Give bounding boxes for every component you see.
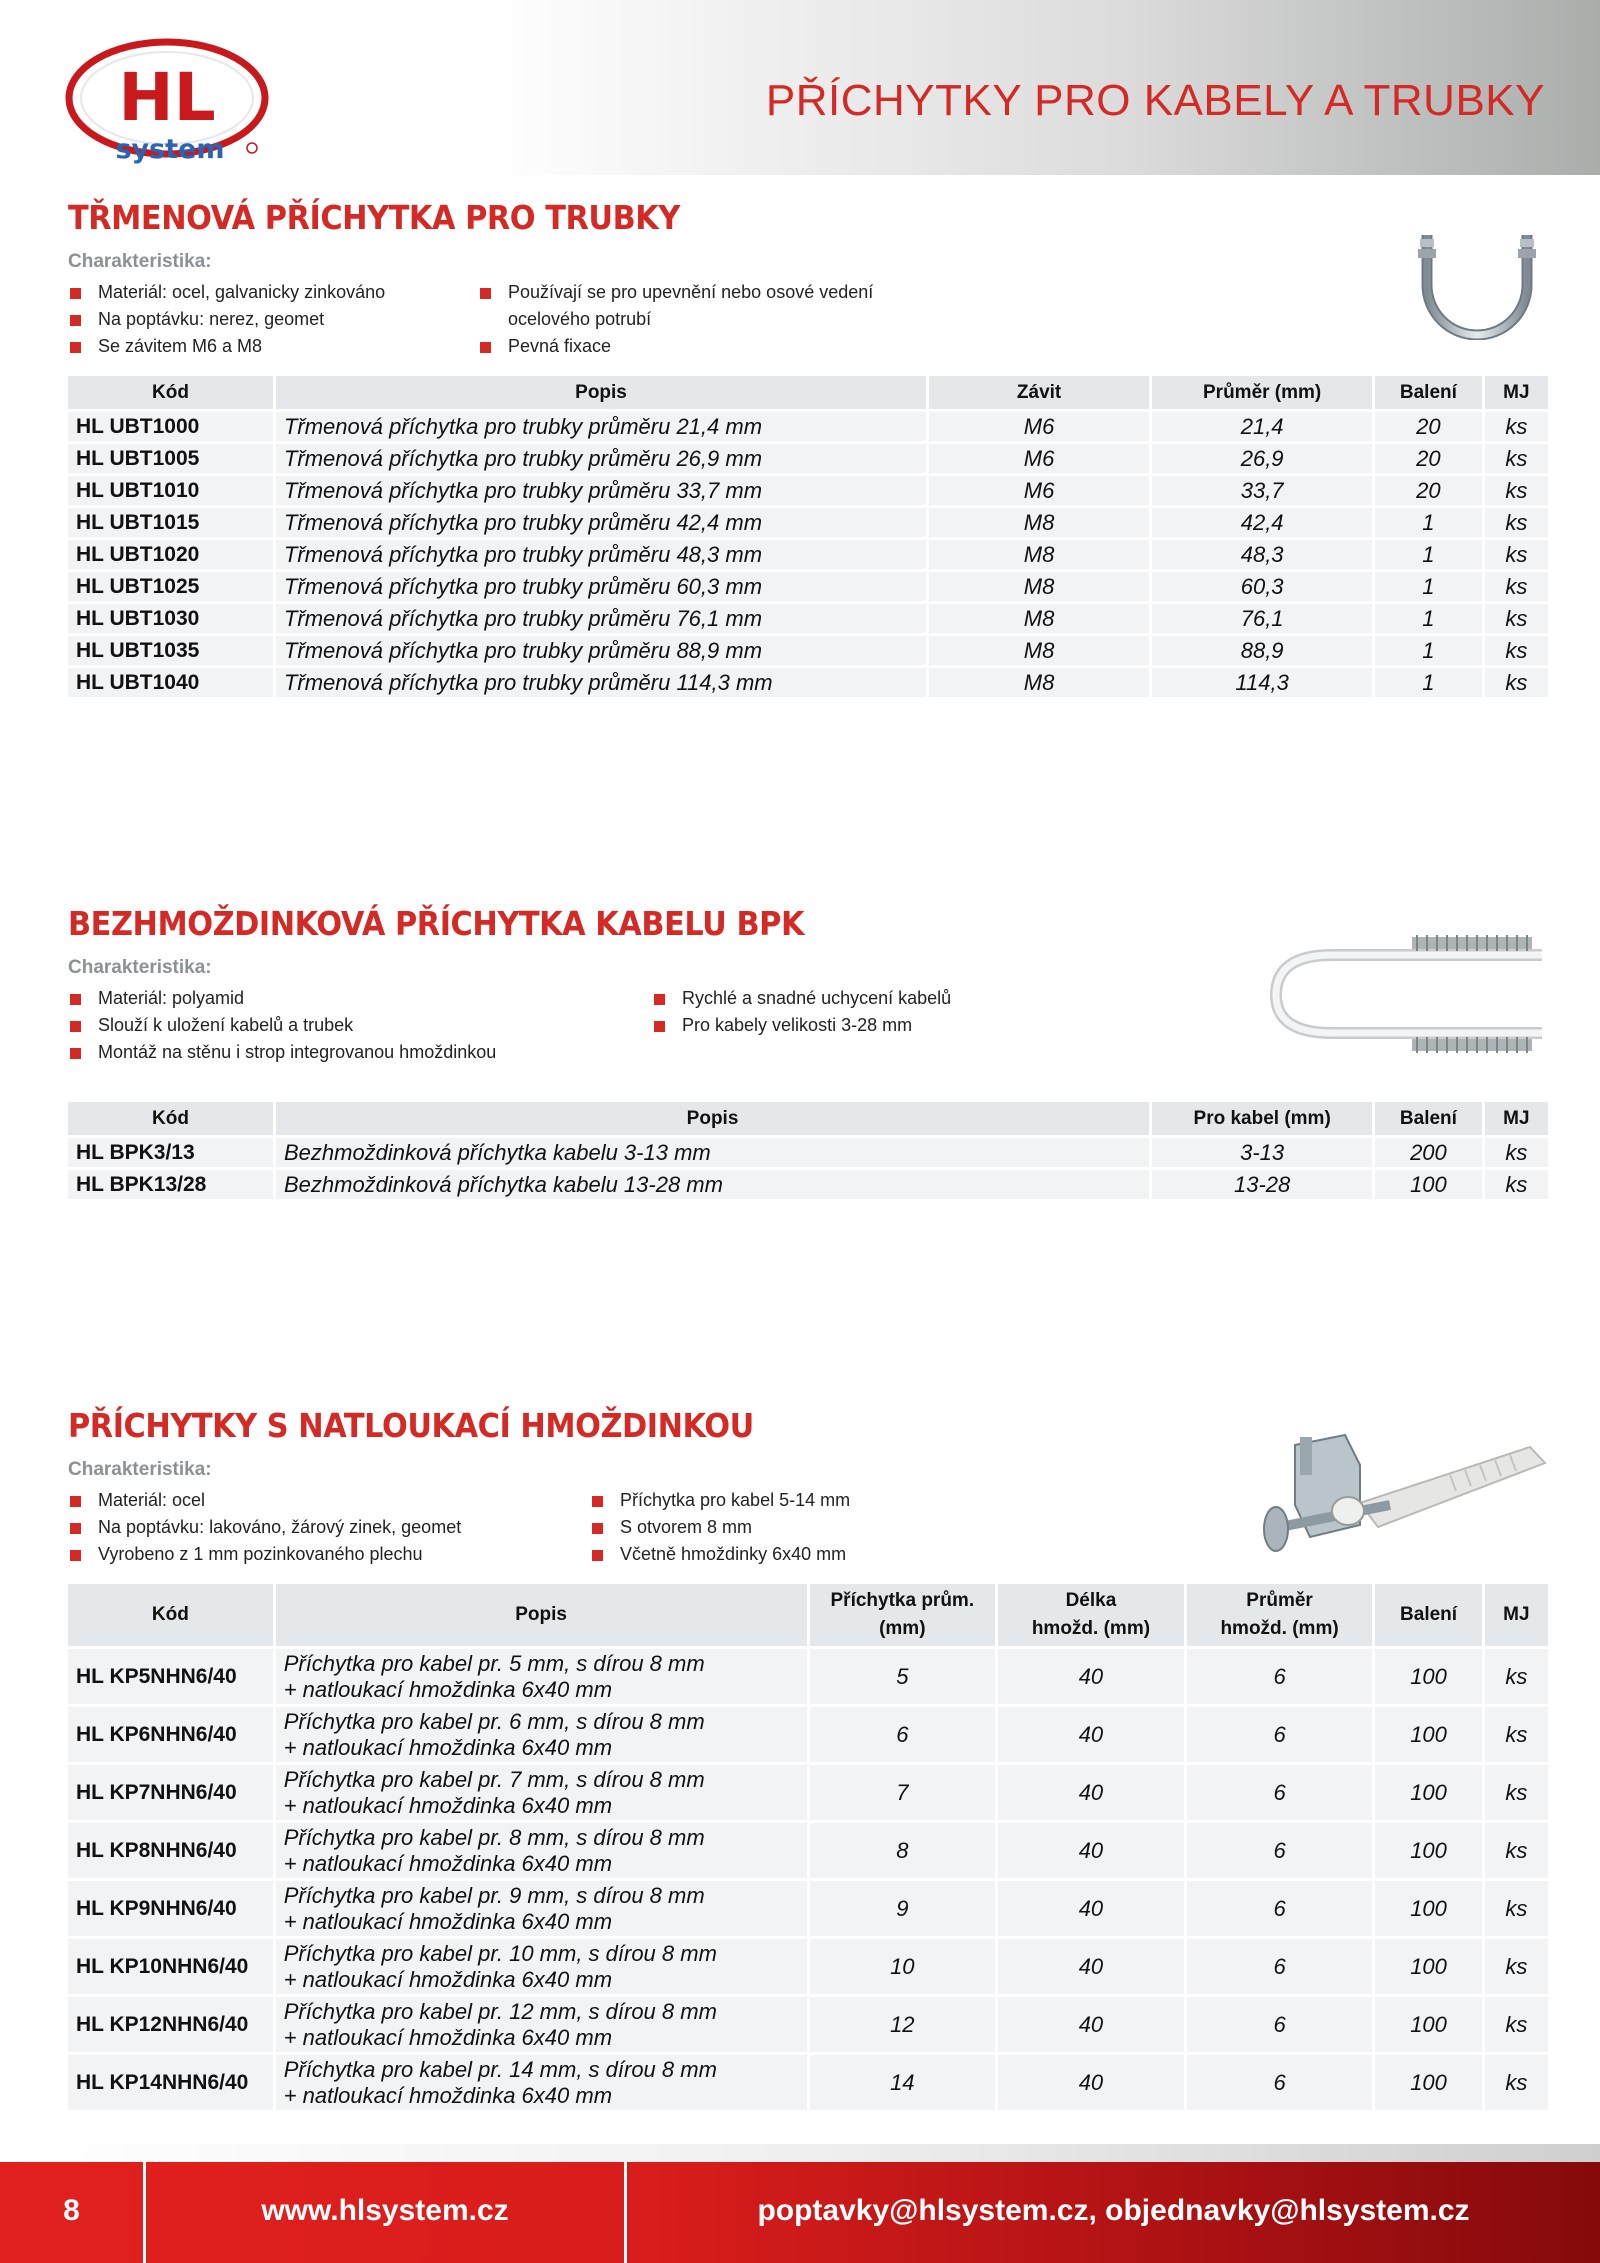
code-cell: HL KP6NHN6/40 <box>68 1707 273 1762</box>
package-cell: 100 <box>1375 1823 1481 1878</box>
section-title: PŘÍCHYTKY S NATLOUKACÍ HMOŽDINKOU <box>68 1406 754 1445</box>
website-link[interactable]: www.hlsystem.cz <box>261 2194 509 2227</box>
description-cell: Třmenová příchytka pro trubky průměru 76,1 mm <box>276 604 926 633</box>
table-row <box>68 572 1548 601</box>
bullet-item: Materiál: ocel <box>68 1487 461 1514</box>
anchor-length-cell: 40 <box>998 1707 1184 1762</box>
table-row <box>68 1997 1548 2052</box>
description-line: Příchytka pro kabel pr. 10 mm, s dírou 8 mm <box>283 1940 717 1966</box>
description-cell: Třmenová příchytka pro trubky průměru 42,4 mm <box>276 508 926 537</box>
package-cell: 100 <box>1375 1765 1481 1820</box>
unit-cell: ks <box>1485 2055 1548 2110</box>
table-row <box>68 1649 1548 1704</box>
package-cell: 1 <box>1375 604 1482 633</box>
description-line: + natloukací hmoždinka 6x40 mm <box>283 1792 613 1818</box>
description-cell: Třmenová příchytka pro trubky průměru 114,3 mm <box>276 668 926 697</box>
description-line: + natloukací hmoždinka 6x40 mm <box>283 1676 613 1702</box>
table-row <box>68 1939 1548 1994</box>
package-cell: 100 <box>1375 1170 1482 1199</box>
clip-diameter-cell: 7 <box>810 1765 996 1820</box>
thread-cell: M8 <box>929 636 1149 665</box>
diameter-cell: 33,7 <box>1152 476 1372 505</box>
code-cell: HL UBT1010 <box>68 476 273 505</box>
unit-cell: ks <box>1485 668 1548 697</box>
clip-diameter-cell: 6 <box>810 1707 996 1762</box>
package-cell: 200 <box>1375 1138 1482 1167</box>
code-cell: HL KP10NHN6/40 <box>68 1939 273 1994</box>
thread-cell: M8 <box>929 572 1149 601</box>
description-line: Příchytka pro kabel pr. 5 mm, s dírou 8 mm <box>283 1650 705 1676</box>
package-cell: 100 <box>1375 1881 1481 1936</box>
unit-cell: ks <box>1485 1823 1548 1878</box>
col-header-diameter: Průměr (mm) <box>1152 376 1372 409</box>
col-header-description: Popis <box>276 1102 1149 1135</box>
diameter-cell: 114,3 <box>1152 668 1372 697</box>
nail-anchor-clip-table <box>65 1581 1551 2113</box>
unit-cell: ks <box>1485 476 1548 505</box>
description-line: Příchytka pro kabel pr. 7 mm, s dírou 8 mm <box>283 1766 705 1792</box>
table-row <box>68 1823 1548 1878</box>
code-cell: HL UBT1000 <box>68 412 273 441</box>
bullet-item: Vyrobeno z 1 mm pozinkovaného plechu <box>68 1541 461 1568</box>
table-row <box>68 604 1548 633</box>
description-cell <box>276 1881 807 1936</box>
bullet-item: S otvorem 8 mm <box>590 1514 850 1541</box>
anchor-length-cell: 40 <box>998 2055 1184 2110</box>
unit-cell: ks <box>1485 508 1548 537</box>
description-line: Příchytka pro kabel pr. 14 mm, s dírou 8 mm <box>283 2056 717 2082</box>
code-cell: HL KP8NHN6/40 <box>68 1823 273 1878</box>
unit-cell: ks <box>1485 604 1548 633</box>
diameter-cell: 60,3 <box>1152 572 1372 601</box>
description-cell: Třmenová příchytka pro trubky průměru 33,7 mm <box>276 476 926 505</box>
description-line: + natloukací hmoždinka 6x40 mm <box>283 2082 613 2108</box>
package-cell: 1 <box>1375 636 1482 665</box>
characteristics-label: Charakteristika: <box>68 957 212 978</box>
bullet-item: Montáž na stěnu i strop integrovanou hmoždinkou <box>68 1039 496 1066</box>
cable-clip-bpk-image <box>1262 925 1552 1065</box>
unit-cell: ks <box>1485 1138 1548 1167</box>
table-row <box>68 636 1548 665</box>
col-header-cable-size: Pro kabel (mm) <box>1152 1102 1372 1135</box>
package-cell: 100 <box>1375 1649 1481 1704</box>
bullet-item: Na poptávku: lakováno, žárový zinek, geomet <box>68 1514 461 1541</box>
table-row <box>68 540 1548 569</box>
description-cell: Bezhmoždinková příchytka kabelu 3-13 mm <box>276 1138 1149 1167</box>
code-cell: HL KP14NHN6/40 <box>68 2055 273 2110</box>
anchor-diameter-cell: 6 <box>1187 1649 1373 1704</box>
code-cell: HL KP12NHN6/40 <box>68 1997 273 2052</box>
col-header-package: Balení <box>1375 1102 1482 1135</box>
clip-diameter-cell: 9 <box>810 1881 996 1936</box>
table-row <box>68 1138 1548 1167</box>
package-cell: 20 <box>1375 476 1482 505</box>
package-cell: 1 <box>1375 668 1482 697</box>
cable-clip-bpk-table <box>65 1099 1551 1202</box>
anchor-diameter-cell: 6 <box>1187 2055 1373 2110</box>
page-header <box>0 0 1600 175</box>
code-cell: HL BPK13/28 <box>68 1170 273 1199</box>
unit-cell: ks <box>1485 1649 1548 1704</box>
cable-size-cell: 13-28 <box>1152 1170 1372 1199</box>
table-row <box>68 2055 1548 2110</box>
clip-diameter-cell: 12 <box>810 1997 996 2052</box>
description-cell <box>276 1939 807 1994</box>
package-cell: 1 <box>1375 508 1482 537</box>
unit-cell: ks <box>1485 1170 1548 1199</box>
code-cell: HL UBT1005 <box>68 444 273 473</box>
diameter-cell: 76,1 <box>1152 604 1372 633</box>
characteristics-list <box>68 279 1548 363</box>
package-cell: 100 <box>1375 2055 1481 2110</box>
description-cell <box>276 1765 807 1820</box>
thread-cell: M6 <box>929 476 1149 505</box>
table-row <box>68 508 1548 537</box>
description-line: Příchytka pro kabel pr. 12 mm, s dírou 8 mm <box>283 1998 717 2024</box>
bullet-item: Na poptávku: nerez, geomet <box>68 306 385 333</box>
description-cell: Třmenová příchytka pro trubky průměru 26,9 mm <box>276 444 926 473</box>
code-cell: HL KP9NHN6/40 <box>68 1881 273 1936</box>
unit-cell: ks <box>1485 1881 1548 1936</box>
code-cell: HL UBT1040 <box>68 668 273 697</box>
diameter-cell: 42,4 <box>1152 508 1372 537</box>
bullet-item: Používají se pro upevnění nebo osové vedení <box>478 279 873 306</box>
section-u-bolt-clamps <box>68 198 1548 363</box>
bullet-item: Materiál: ocel, galvanicky zinkováno <box>68 279 385 306</box>
bullet-item: Příchytka pro kabel 5-14 mm <box>590 1487 850 1514</box>
code-cell: HL UBT1025 <box>68 572 273 601</box>
table-row <box>68 476 1548 505</box>
table-row <box>68 1765 1548 1820</box>
table-row <box>68 668 1548 697</box>
col-header-thread: Závit <box>929 376 1149 409</box>
table-row <box>68 1707 1548 1762</box>
unit-cell: ks <box>1485 1707 1548 1762</box>
footer-divider <box>0 2144 1600 2162</box>
bullet-item: Pevná fixace <box>478 333 873 360</box>
u-bolt-clamp-image <box>1405 215 1555 340</box>
characteristics-label: Charakteristika: <box>68 251 212 272</box>
unit-cell: ks <box>1485 1765 1548 1820</box>
logo-text: HL <box>118 59 216 136</box>
description-cell: Třmenová příchytka pro trubky průměru 48,3 mm <box>276 540 926 569</box>
unit-cell: ks <box>1485 540 1548 569</box>
bullet-item: Pro kabely velikosti 3-28 mm <box>652 1012 951 1039</box>
description-line: Příchytka pro kabel pr. 9 mm, s dírou 8 mm <box>283 1882 705 1908</box>
anchor-length-cell: 40 <box>998 1765 1184 1820</box>
package-cell: 20 <box>1375 444 1482 473</box>
code-cell: HL KP5NHN6/40 <box>68 1649 273 1704</box>
table-row <box>68 1881 1548 1936</box>
description-line: + natloukací hmoždinka 6x40 mm <box>283 1850 613 1876</box>
unit-cell: ks <box>1485 444 1548 473</box>
clip-diameter-cell: 5 <box>810 1649 996 1704</box>
col-header-package: Balení <box>1375 1584 1481 1646</box>
diameter-cell: 26,9 <box>1152 444 1372 473</box>
col-header-code: Kód <box>68 376 273 409</box>
description-cell <box>276 1649 807 1704</box>
hl-system-logo <box>62 36 272 166</box>
description-cell <box>276 1997 807 2052</box>
col-header-clip-diameter: Příchytka prům. (mm) <box>810 1584 996 1646</box>
description-line: + natloukací hmoždinka 6x40 mm <box>283 1966 613 1992</box>
thread-cell: M8 <box>929 668 1149 697</box>
table-row <box>68 444 1548 473</box>
package-cell: 100 <box>1375 1939 1481 1994</box>
unit-cell: ks <box>1485 412 1548 441</box>
description-cell: Třmenová příchytka pro trubky průměru 88,9 mm <box>276 636 926 665</box>
diameter-cell: 48,3 <box>1152 540 1372 569</box>
unit-cell: ks <box>1485 1939 1548 1994</box>
page-number: 8 <box>63 2194 80 2227</box>
bullet-item: Rychlé a snadné uchycení kabelů <box>652 985 951 1012</box>
bullet-continuation: ocelového potrubí <box>508 309 652 329</box>
anchor-length-cell: 40 <box>998 1881 1184 1936</box>
anchor-length-cell: 40 <box>998 1939 1184 1994</box>
col-header-anchor-diameter: Průměr hmožd. (mm) <box>1187 1584 1373 1646</box>
u-bolt-clamp-table <box>65 373 1551 700</box>
table-row <box>68 1170 1548 1199</box>
col-header-unit: MJ <box>1485 1102 1548 1135</box>
section-title: BEZHMOŽDINKOVÁ PŘÍCHYTKA KABELU BPK <box>68 904 805 943</box>
description-cell <box>276 1823 807 1878</box>
anchor-length-cell: 40 <box>998 1649 1184 1704</box>
anchor-diameter-cell: 6 <box>1187 1997 1373 2052</box>
diameter-cell: 21,4 <box>1152 412 1372 441</box>
description-cell <box>276 2055 807 2110</box>
bullet-item: Materiál: polyamid <box>68 985 496 1012</box>
package-cell: 1 <box>1375 540 1482 569</box>
description-line: + natloukací hmoždinka 6x40 mm <box>283 1908 613 1934</box>
anchor-length-cell: 40 <box>998 1823 1184 1878</box>
description-line: + natloukací hmoždinka 6x40 mm <box>283 1734 613 1760</box>
code-cell: HL UBT1030 <box>68 604 273 633</box>
description-line: Příchytka pro kabel pr. 8 mm, s dírou 8 mm <box>283 1824 705 1850</box>
code-cell: HL UBT1015 <box>68 508 273 537</box>
table-row <box>68 412 1548 441</box>
clip-diameter-cell: 10 <box>810 1939 996 1994</box>
col-header-unit: MJ <box>1485 1584 1548 1646</box>
package-cell: 100 <box>1375 1707 1481 1762</box>
thread-cell: M8 <box>929 604 1149 633</box>
col-header-description: Popis <box>276 376 926 409</box>
thread-cell: M6 <box>929 412 1149 441</box>
col-header-code: Kód <box>68 1584 273 1646</box>
thread-cell: M8 <box>929 508 1149 537</box>
unit-cell: ks <box>1485 1997 1548 2052</box>
unit-cell: ks <box>1485 572 1548 601</box>
bullet-item: Slouží k uložení kabelů a trubek <box>68 1012 496 1039</box>
cable-size-cell: 3-13 <box>1152 1138 1372 1167</box>
code-cell: HL KP7NHN6/40 <box>68 1765 273 1820</box>
description-cell: Třmenová příchytka pro trubky průměru 60,3 mm <box>276 572 926 601</box>
nail-anchor-clip-image <box>1250 1425 1550 1565</box>
description-cell <box>276 1707 807 1762</box>
anchor-diameter-cell: 6 <box>1187 1939 1373 1994</box>
col-header-package: Balení <box>1375 376 1482 409</box>
clip-diameter-cell: 14 <box>810 2055 996 2110</box>
anchor-diameter-cell: 6 <box>1187 1881 1373 1936</box>
description-line: Příchytka pro kabel pr. 6 mm, s dírou 8 mm <box>283 1708 705 1734</box>
characteristics-label: Charakteristika: <box>68 1459 212 1480</box>
description-cell: Třmenová příchytka pro trubky průměru 21,4 mm <box>276 412 926 441</box>
col-header-anchor-length: Délka hmožd. (mm) <box>998 1584 1184 1646</box>
bullet-item: Včetně hmoždinky 6x40 mm <box>590 1541 850 1568</box>
anchor-diameter-cell: 6 <box>1187 1765 1373 1820</box>
clip-diameter-cell: 8 <box>810 1823 996 1878</box>
code-cell: HL BPK3/13 <box>68 1138 273 1167</box>
code-cell: HL UBT1020 <box>68 540 273 569</box>
col-header-code: Kód <box>68 1102 273 1135</box>
description-line: + natloukací hmoždinka 6x40 mm <box>283 2024 613 2050</box>
package-cell: 20 <box>1375 412 1482 441</box>
col-header-unit: MJ <box>1485 376 1548 409</box>
section-title: TŘMENOVÁ PŘÍCHYTKA PRO TRUBKY <box>68 198 680 237</box>
contact-emails[interactable]: poptavky@hlsystem.cz, objednavky@hlsystem.cz <box>757 2194 1470 2227</box>
thread-cell: M6 <box>929 444 1149 473</box>
col-header-description: Popis <box>276 1584 807 1646</box>
unit-cell: ks <box>1485 636 1548 665</box>
anchor-length-cell: 40 <box>998 1997 1184 2052</box>
thread-cell: M8 <box>929 540 1149 569</box>
anchor-diameter-cell: 6 <box>1187 1707 1373 1762</box>
code-cell: HL UBT1035 <box>68 636 273 665</box>
anchor-diameter-cell: 6 <box>1187 1823 1373 1878</box>
package-cell: 1 <box>1375 572 1482 601</box>
page-footer <box>0 2162 1600 2263</box>
package-cell: 100 <box>1375 1997 1481 2052</box>
page-title: PŘÍCHYTKY PRO KABELY A TRUBKY <box>765 76 1545 125</box>
diameter-cell: 88,9 <box>1152 636 1372 665</box>
bullet-item: Se závitem M6 a M8 <box>68 333 385 360</box>
logo-subtext: system <box>115 134 225 165</box>
description-cell: Bezhmoždinková příchytka kabelu 13-28 mm <box>276 1170 1149 1199</box>
